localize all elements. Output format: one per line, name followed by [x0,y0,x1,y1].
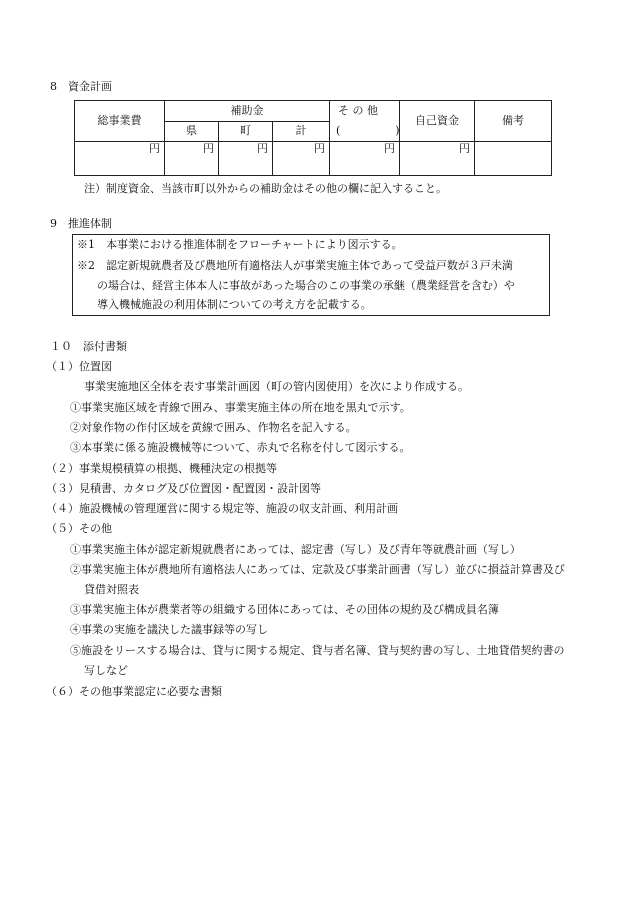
section-8-heading: 8 資金計画 [50,80,112,93]
header-remarks: 備考 [475,101,552,142]
attachment-5-item-e-line-2: 写しなど [84,664,128,677]
section-8-note: 注）制度資金、当該市町以外からの補助金はその他の欄に記入すること。 [84,182,447,195]
attachment-1-item-a: ①事業実施区域を青線で囲み、事業実施主体の所在地を黒丸で示す。 [70,401,411,414]
attachment-1-description: 事業実施地区全体を表す事業計画図（町の管内図使用）を次により作成する。 [84,380,469,393]
cell-remarks [475,142,552,176]
cell-town-yen: 円 [219,142,273,176]
section-9-heading: 9 推進体制 [50,217,112,230]
header-total-cost: 総事業費 [75,101,165,142]
attachment-5-item-e-line-1: ⑤施設をリースする場合は、貸与に関する規定、貸与者名簿、貸与契約書の写し、土地貸借契約書の [70,644,565,657]
attachment-5-item-c: ③事業実施主体が農業者等の組織する団体にあっては、その団体の規約及び構成員名簿 [70,603,499,616]
attachment-5-item-a: ①事業実施主体が認定新規就農者にあっては、認定書（写し）及び青年等就農計画（写し） [70,543,521,556]
cell-prefecture-yen: 円 [165,142,219,176]
header-own-funds: 自己資金 [400,101,475,142]
promotion-note-2-line-2: の場合は、経営主体本人に事故があった場合のこの事業の承継（農業経営を含む）や [97,279,515,292]
attachment-5-item-b-line-2: 貸借対照表 [84,583,139,596]
attachment-1-item-b: ②対象作物の作付区域を黄線で囲み、作物名を記入する。 [70,421,357,434]
funding-plan-table [74,100,552,176]
attachment-6: （６）その他事業認定に必要な書類 [46,685,222,698]
header-subsidy: 補助金 [165,101,330,122]
attachment-5-item-b-line-1: ②事業実施主体が農地所有適格法人にあっては、定款及び事業計画書（写し）並びに損益計算書及び [70,563,565,576]
promotion-note-2-line-1: ※2 認定新規就農者及び農地所有適格法人が事業実施主体であって受益戸数が３戸未満 [77,259,513,272]
header-town: 町 [219,122,273,142]
cell-total-yen: 円 [75,142,165,176]
header-other: そ の 他 [330,101,400,122]
cell-other-yen: 円 [330,142,400,176]
promotion-note-1: ※1 本事業における推進体制をフローチャートにより図示する。 [77,238,403,251]
header-other-paren: ( ) [330,122,400,142]
attachment-3: （３）見積書、カタログ及び位置図・配置図・設計図等 [46,482,321,495]
attachment-5-item-d: ④事業の実施を議決した議事録等の写し [70,623,268,636]
cell-own-yen: 円 [400,142,475,176]
attachment-4: （４）施設機械の管理運営に関する規定等、施設の収支計画、利用計画 [46,502,398,515]
attachment-1: （１）位置図 [46,360,112,373]
section-10-heading: １０ 添付書類 [50,340,127,353]
header-prefecture: 県 [165,122,219,142]
attachment-1-item-c: ③本事業に係る施設機械等について、赤丸で名称を付して図示する。 [70,441,411,454]
promotion-note-2-line-3: 導入機械施設の利用体制についての考え方を記載する。 [97,298,372,311]
promotion-system-box [72,234,550,316]
header-sum: 計 [273,122,330,142]
cell-sum-yen: 円 [273,142,330,176]
attachment-5: （５）その他 [46,522,112,535]
attachment-2: （２）事業規模積算の根拠、機種決定の根拠等 [46,462,277,475]
